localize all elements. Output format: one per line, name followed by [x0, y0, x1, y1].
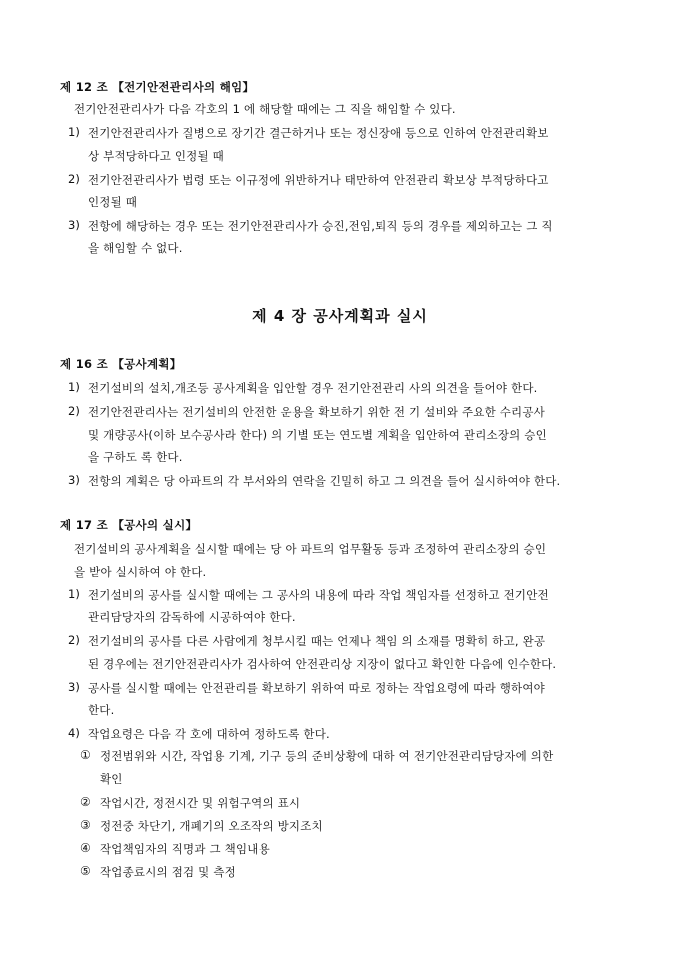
article-16-item-2-line-1: 전기안전관리사는 전기설비의 안전한 운용을 확보하기 위한 전 기 설비와 주요한 수리공사: [88, 405, 545, 419]
article-16-item-3-line-1: 전항의 계획은 당 아파트의 각 부서와의 연락을 긴밀히 하고 그 의견을 들어 실시하여야 한다.: [88, 474, 561, 488]
article-12-heading: 제 12 조 【전기안전관리사의 해임】: [60, 80, 255, 94]
article-17-intro-line-2: 을 받아 실시하여 야 한다.: [74, 565, 207, 579]
subitem-4-mark: ④: [80, 841, 91, 855]
article-17-item-2-line-2: 된 경우에는 전기안전관리사가 검사하여 안전관리상 지장이 없다고 확인한 다음에 인수한다.: [88, 657, 557, 671]
article-17-item-4-line-1: 작업요령은 다음 각 호에 대하여 정하도록 한다.: [88, 727, 330, 741]
article-12-item-1-line-2: 상 부적당하다고 인정될 때: [88, 149, 224, 163]
article-16-item-2-number: 2): [68, 404, 80, 418]
chapter-title: 제 4 장 공사계획과 실시: [252, 307, 428, 325]
article-12-item-1-line-1: 전기안전관리사가 질병으로 장기간 결근하거나 또는 정신장애 등으로 인하여 안전관리확보: [88, 126, 549, 140]
article-17-item-3-number: 3): [68, 680, 80, 694]
article-12-intro: 전기안전관리사가 다음 각호의 1 에 해당할 때에는 그 직을 해임할 수 있다.: [74, 102, 456, 116]
subitem-1-line-1: 정전범위와 시간, 작업용 기계, 기구 등의 준비상황에 대하 여 전기안전관리담당자에 의한: [100, 749, 554, 763]
article-12-item-2-line-2: 인정될 때: [88, 195, 138, 209]
article-12-item-2-line-1: 전기안전관리사가 법령 또는 이규정에 위반하거나 태만하여 안전관리 확보상 부적당하다고: [88, 173, 549, 187]
subitem-3-mark: ③: [80, 818, 91, 832]
subitem-5-mark: ⑤: [80, 864, 91, 878]
article-17-item-1-number: 1): [68, 587, 80, 601]
article-17-item-3-line-2: 한다.: [88, 703, 115, 717]
subitem-1-line-2: 확인: [100, 772, 123, 786]
article-17-item-2-line-1: 전기설비의 공사를 다른 사람에게 청부시킬 때는 언제나 책임 의 소재를 명확히 하고, 완공: [88, 634, 546, 648]
article-17-heading: 제 17 조 【공사의 실시】: [60, 518, 198, 532]
subitem-5-line-1: 작업종료시의 점검 및 측정: [100, 865, 236, 879]
article-12-item-3-line-1: 전항에 해당하는 경우 또는 전기안전관리사가 승진,전임,퇴직 등의 경우를 제외하고는 그 직: [88, 219, 553, 233]
article-12-item-1-number: 1): [68, 125, 80, 139]
article-16-item-1-line-1: 전기설비의 설치,개조등 공사계획을 입안할 경우 전기안전관리 사의 의견을 들어야 한다.: [88, 381, 538, 395]
subitem-3-line-1: 정전중 차단기, 개폐기의 오조작의 방지조치: [100, 819, 323, 833]
subitem-2-line-1: 작업시간, 정전시간 및 위험구역의 표시: [100, 796, 301, 810]
subitem-2-mark: ②: [80, 795, 91, 809]
article-17-item-4-number: 4): [68, 726, 80, 740]
article-17-item-3-line-1: 공사를 실시할 때에는 안전관리를 확보하기 위하여 따로 정하는 작업요령에 따라 행하여야: [88, 681, 545, 695]
article-16-item-2-line-3: 을 구하도 록 한다.: [88, 450, 183, 464]
article-12-item-3-number: 3): [68, 218, 80, 232]
article-16-item-1-number: 1): [68, 380, 80, 394]
article-12-item-3-line-2: 을 해임할 수 없다.: [88, 241, 183, 255]
article-16-item-3-number: 3): [68, 473, 80, 487]
article-12-item-2-number: 2): [68, 172, 80, 186]
article-16-item-2-line-2: 및 개량공사(이하 보수공사라 한다) 의 기별 또는 연도별 계획을 입안하여 관리소장의 승인: [88, 428, 547, 442]
subitem-1-mark: ①: [80, 748, 91, 762]
article-17-intro-line-1: 전기설비의 공사계획을 실시할 때에는 당 아 파트의 업무활동 등과 조정하여 관리소장의 승인: [74, 542, 547, 556]
article-17-item-1-line-1: 전기설비의 공사를 실시할 때에는 그 공사의 내용에 따라 작업 책임자를 선정하고 전기안전: [88, 588, 549, 602]
article-16-heading: 제 16 조 【공사계획】: [60, 357, 182, 371]
article-17-item-1-line-2: 관리담당자의 감독하에 시공하여야 한다.: [88, 610, 296, 624]
subitem-4-line-1: 작업책임자의 직명과 그 책임내용: [100, 842, 270, 856]
article-17-item-2-number: 2): [68, 633, 80, 647]
